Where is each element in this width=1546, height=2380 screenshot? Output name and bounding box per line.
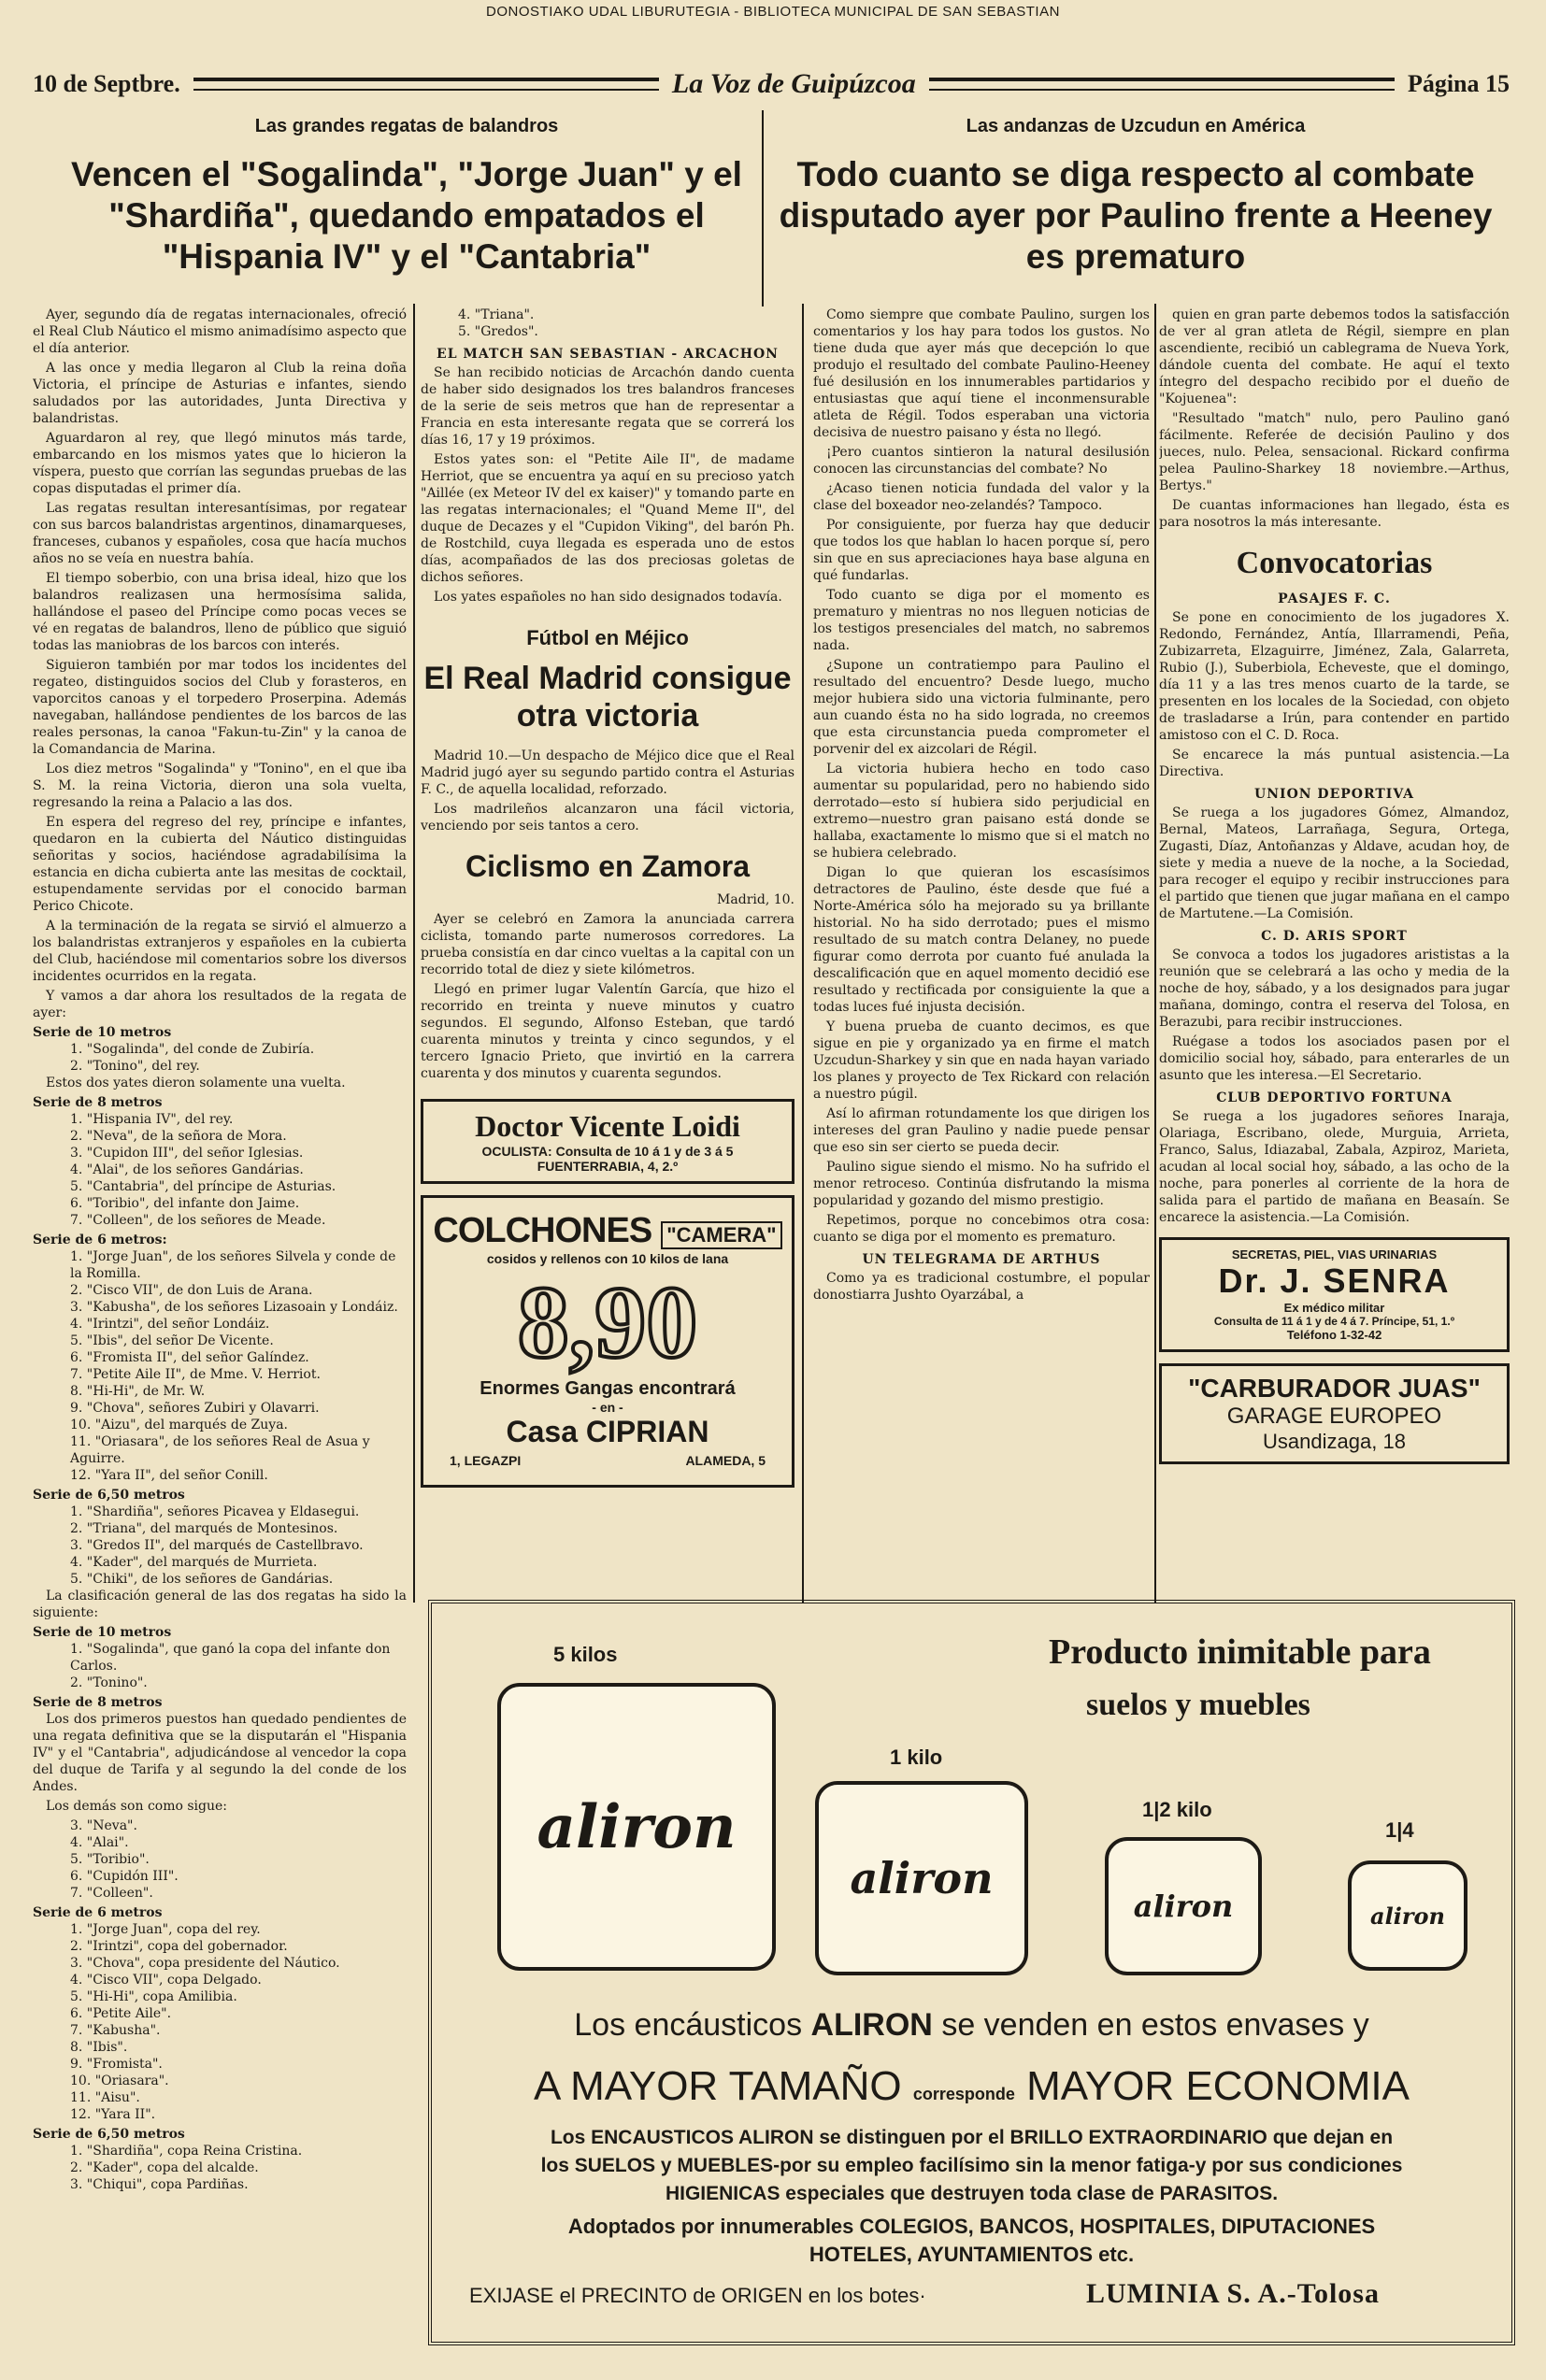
results-item: 5. "Chiki", de los señores de Gandárias. (70, 1572, 334, 1587)
aliron-header2: suelos y muebles (1086, 1688, 1310, 1722)
results-item: 5. "Cantabria", del príncipe de Asturias. (70, 1179, 336, 1194)
classification-item: 3. "Chiqui", copa Pardiñas. (70, 2177, 249, 2192)
results-series-title: Serie de 10 metros (33, 1025, 172, 1040)
regatas-paragraph: El tiempo soberbio, con una brisa ideal, hizo que los balandros realizasen una hermosísima salida, hallándose el paseo del Príncipe como pocas veces se vé en regatas de balandros, lleno de público que siguió todas las maniobras de los barcos con interés. (33, 571, 407, 653)
regatas-paragraph: Y vamos a dar ahora los resultados de la regata de ayer: (33, 989, 407, 1020)
aliron-line8: EXIJASE el PRECINTO de ORIGEN en los botes· (469, 2284, 926, 2307)
futbol-paragraph: Los madrileños alcanzaron una fácil victoria, venciendo por seis tantos a cero. (421, 802, 794, 834)
aliron-line1c: se venden en estos envases y (941, 2007, 1369, 2043)
results-item: 10. "Aizu", del marqués de Zuya. (70, 1418, 289, 1432)
uzcudun-paragraph: Por consiguiente, por fuerza hay que deducir que todos los que hablan lo hacen porque sí, pero sin que en sus apreciaciones haya base alguna en qué fundarlas. (813, 518, 1150, 583)
ad-carburador (1159, 1363, 1510, 1464)
classification-note2: Los demás son como sigue: (46, 1799, 228, 1814)
column-convocatorias (1159, 306, 1510, 1596)
left-section-title-wrap (33, 112, 780, 147)
ciclismo-headline: Ciclismo en Zamora (465, 849, 751, 883)
ad-colchones-address2: ALAMEDA, 5 (685, 1453, 766, 1468)
ciclismo-paragraph: Llegó en primer lugar Valentín García, que hizo el recorrido en treinta y nueve minutos y cuatro segundos. El segundo, Alfonso Esteban, que tardó cuarenta minutos y treinta y cinco segundos, y el tercero Ignacio Prieto, que invirtió en la carrera cuarenta y dos minutos y cuarenta segundos. (421, 982, 794, 1081)
aliron-weight-1: 1 kilo (890, 1746, 943, 1769)
telegrama-title: UN TELEGRAMA DE ARTHUS (862, 1252, 1101, 1267)
regatas-paragraph: En espera del regreso del rey, príncipe e infantes, quedaron en la cubierta del Náutico distinguidas señoritas y socios, haciéndose agradabilísima la estancia en dicha cubierta ante las mesitas de cocktail, estupendamente servidas por el conocido barman Perico Chicote. (33, 815, 407, 914)
ad-senra-line4: Teléfono 1-32-42 (1286, 1328, 1382, 1342)
classification-item: 4. "Alai". (70, 1835, 129, 1850)
uzcudun-paragraph: Y buena prueba de cuanto decimos, es que sigue en pie y organizado ya en firme el match Uzcudun-Sharkey y sin que en nada hayan variado los planes y proyecto de Tex Rickard con relación a nuestro púgil. (813, 1019, 1150, 1102)
aliron-line4: los SUELOS y MUEBLES-por su empleo facilísimo sin la menor fatiga-y por sus condiciones (540, 2155, 1403, 2176)
results-series-title: Serie de 6,50 metros (33, 1488, 185, 1503)
ad-aliron (428, 1600, 1515, 2345)
classification-item: 1. "Sogalinda", que ganó la copa del infante don Carlos. (70, 1642, 391, 1674)
uzcudun-paragraph-cont: quien en gran parte debemos todos la satisfacción de ver al gran atleta de Régil, siempre en plan ascendiente, recibió un cablegrama de Nueva York, dándole cuenta del combate. He aquí el texto íntegro del despacho recibido por el dueño de "Kojuenea": (1159, 307, 1510, 406)
futbol-paragraph: Madrid 10.—Un despacho de Méjico dice que el Real Madrid jugó ayer su segundo partido contra el Asturias F. C., de aquella localidad, reforzado. (421, 748, 794, 797)
masthead (33, 67, 1510, 101)
ad-colchones-address1: 1, LEGAZPI (450, 1453, 522, 1468)
results-item: 3. "Kabusha", de los señores Lizasoain y Londáiz. (70, 1300, 398, 1315)
regatas-paragraph: Siguieron también por mar todos los incidentes del regateo, distinguidos socios del Club y forasteros, en vaporcitos canoas y el torpedero Proserpina. Además navegaban, hallándose pendientes de los barcos de las reales personas, la canoa "Fakun-tu-Zin" y la canoa de la Comandancia de Marina. (33, 658, 407, 757)
uzcudun-paragraph-cont: "Resultado "match" nulo, pero Paulino ganó fácilmente. Referée de decisión Paulino y dos jueces, nulo. Pelea, sensacional. Rickard confirma pelea Paulino-Sharkey 18 noviembre.—Arthus, Bertys." (1159, 411, 1510, 493)
masthead-date: 10 de Septbre. (33, 70, 180, 97)
arcachon-title: EL MATCH SAN SEBASTIAN - ARCACHON (437, 347, 779, 362)
arcachon-paragraph: Se han recibido noticias de Arcachón dando cuenta de haber sido designados los tres balandros franceses de la serie de seis metros que han de representar a Francia en esta interesante regata que se correrá los días 16, 17 y 19 próximos. (421, 365, 794, 448)
ad-doctor-line1: OCULISTA: Consulta de 10 á 1 y de 3 á 5 (481, 1144, 734, 1159)
convocatoria-text: Se pone en conocimiento de los jugadores X. Redondo, Fernández, Antía, Illarramendi, Peña, Zubizarreta, Elzaguirre, Jiménez, Zala, Galarreta, Rubio (J.), Suberbiola, Echeveste, que el domingo, día 11 y a las tres menos cuarto de la tarde, se presenten en los locales de la Sociedad, con objeto de trasladarse a Irún, para contender en partido amistoso con el C. D. Roca. (1159, 610, 1510, 743)
results-item: 9. "Chova", señores Zubiri y Olavarri. (70, 1401, 320, 1416)
uzcudun-paragraph: ¿Acaso tienen noticia fundada del valor y la clase del boxeador neo-zelandés? Tampoco. (813, 481, 1150, 513)
aliron-line7: HOTELES, AYUNTAMIENTOS etc. (809, 2243, 1135, 2266)
results-item: 4. "Kader", del marqués de Murrieta. (70, 1555, 318, 1570)
uzcudun-headline: Todo cuanto se diga respecto al combate disputado ayer por Paulino frente a Heeney es prematuro (779, 155, 1493, 276)
aliron-can-half (1105, 1837, 1262, 1975)
column-regatas (33, 306, 407, 2362)
uzcudun-paragraph: Digan lo que quieran los escasísimos detractores de Paulino, éste desde que fué a Norte-América sólo ha mejorado su ya brillante historial. No ha sido derrotado; pues el mismo resultado de su match contra Delaney, no puede figurar como derrota por cuanto fué anulada la descalificación que en aquel momento decidió ese resultado y rectificada por consiguiente la que a todas luces fué injusta decisión. (813, 865, 1150, 1015)
results-item: 3. "Cupidon III", del señor Iglesias. (70, 1146, 304, 1161)
aliron-header1: Producto inimitable para (1049, 1632, 1431, 1672)
aliron-line2c: MAYOR ECONOMIA (1026, 2063, 1410, 2109)
aliron-maker: LUMINIA S. A.-Tolosa (1086, 2278, 1380, 2309)
classification-item: 2. "Tonino". (70, 1675, 148, 1690)
masthead-page: Página 15 (1407, 70, 1510, 97)
classification-note: Los dos primeros puestos han quedado pendientes de una regata definitiva que se la disputarán el "Hispania IV" y el "Cantabria", adjudicándose al vencedor la copa del duque de Tarifa y al segundo la del conde de los Andes. (33, 1712, 407, 1794)
results-item: 2. "Triana", del marqués de Montesinos. (70, 1521, 338, 1536)
uzcudun-paragraph: La victoria hubiera hecho en todo caso aumentar su popularidad, pero no habiendo sido derrotado—esto sí hubiera sido perjudicial en extremo—nuestro gran paisano está donde se hallaba, exactamente lo mismo que si el match no se hubiera celebrado. (813, 762, 1150, 861)
convocatoria-title: PASAJES F. C. (1278, 591, 1391, 606)
classification-series-title: Serie de 8 metros (33, 1695, 163, 1710)
classification-item: 4. "Cisco VII", copa Delgado. (70, 1973, 262, 1988)
ad-carburador-address: Usandizaga, 18 (1263, 1430, 1406, 1453)
uzcudun-paragraph: ¡Pero cuantos sintieron la natural desilusión conocen las circunstancias del combate? No (813, 445, 1150, 477)
classification-series-title: Serie de 10 metros (33, 1625, 172, 1640)
results-item: 1. "Jorge Juan", de los señores Silvela y conde de la Romilla. (70, 1249, 396, 1281)
results-item: 7. "Colleen", de los señores de Meade. (70, 1213, 326, 1228)
classification-item: 6. "Petite Aile". (70, 2006, 172, 2021)
aliron-line2b: corresponde (912, 2085, 1015, 2103)
aliron-can-1kg (815, 1781, 1028, 1975)
uzcudun-paragraph: Así lo afirman rotundamente los que dirigen los intereses del gran Paulino y nadie puede pensar que eso sin ser cierto se pueda decir. (813, 1106, 1150, 1155)
classification-item: 12. "Yara II". (70, 2107, 156, 2122)
convocatoria-text: Se convoca a todos los jugadores arististas a la reunión que se celebrará a las ocho y media de la noche de hoy, sábado, y a los designados para jugar mañana, domingo, contra el reserva del Tolosa, en Berazubi, para recibir instrucciones. (1159, 948, 1510, 1030)
ad-colchones-title: COLCHONES (433, 1211, 652, 1250)
results-item-cont: 4. "Triana". (458, 307, 535, 322)
aliron-can-quarter (1348, 1860, 1467, 1971)
convocatoria-text2: Ruégase a todos los asociados pasen por el domicilio social hoy, sábado, para enterarles de un asunto que les interesa.—El Secretario. (1159, 1034, 1510, 1083)
aliron-line5: HIGIENICAS especiales que destruyen toda clase de PARASITOS. (665, 2183, 1279, 2204)
ad-senra-line2: Ex médico militar (1283, 1301, 1385, 1315)
ciclismo-date: Madrid, 10. (717, 892, 794, 907)
futbol-headline: El Real Madrid consigue otra victoria (423, 661, 792, 734)
aliron-weight-half: 1|2 kilo (1142, 1798, 1212, 1821)
convocatoria-title: C. D. ARIS SPORT (1261, 929, 1408, 944)
classification-item: 5. "Hi-Hi", copa Amilibia. (70, 1989, 237, 2004)
masthead-title: La Voz de Guipúzcoa (671, 68, 916, 99)
results-item: 2. "Neva", de la señora de Mora. (70, 1129, 287, 1144)
classification-item: 11. "Aisu". (70, 2090, 140, 2105)
classification-item: 1. "Shardiña", copa Reina Cristina. (70, 2144, 303, 2159)
classification-item: 3. "Neva". (70, 1818, 137, 1833)
aliron-line1a: Los encáusticos (574, 2007, 803, 2043)
ad-colchones-gangas: Enormes Gangas encontrará (480, 1378, 736, 1399)
classification-intro: La clasificación general de las dos regatas ha sido la siguiente: (33, 1589, 407, 1620)
classification-item: 9. "Fromista". (70, 2057, 163, 2072)
ad-doctor-line2: FUENTERRABIA, 4, 2.º (537, 1159, 679, 1174)
rule-c1-c2 (413, 304, 415, 1603)
convocatoria-text2: Se encarece la más puntual asistencia.—La Directiva. (1159, 748, 1510, 779)
results-item: 6. "Toribio", del infante don Jaime. (70, 1196, 300, 1211)
classification-item: 3. "Chova", copa presidente del Náutico. (70, 1956, 340, 1971)
results-item: 3. "Gredos II", del marqués de Castellbravo. (70, 1538, 364, 1553)
results-series-title: Serie de 6 metros: (33, 1233, 167, 1247)
library-header: DONOSTIAKO UDAL LIBURUTEGIA - BIBLIOTECA MUNICIPAL DE SAN SEBASTIAN (486, 4, 1060, 20)
aliron-can-1kg-brand: aliron (850, 1853, 994, 1903)
ad-senra (1159, 1237, 1510, 1352)
right-section-title: Las andanzas de Uzcudun en América (966, 116, 1306, 136)
results-note: Estos dos yates dieron solamente una vuelta. (46, 1076, 346, 1090)
convocatoria-text: Se ruega a los jugadores señores Inaraja, Olariaga, Escribano, olede, Murguia, Arrieta, Franco, Salus, Idiazabal, Zabala, Azpiroz, Marieta, acudan al local social hoy, sábado, a las ocho de la noche, para ponerles al corriente de la hora de salida para el partido de mañana en Beasaín. Se encarece la asistencia.—La Comisión. (1159, 1109, 1510, 1225)
classification-item: 2. "Kader", copa del alcalde. (70, 2160, 259, 2175)
uzcudun-paragraph: Paulino sigue siendo el mismo. No ha sufrido el menor retroceso. Continúa disfrutando la misma popularidad y gozando del mismo prestigio. (813, 1160, 1150, 1208)
results-item-cont: 5. "Gredos". (458, 324, 538, 339)
results-item: 8. "Hi-Hi", de Mr. W. (70, 1384, 206, 1399)
column-uzcudun (813, 306, 1150, 1596)
ad-senra-line1: SECRETAS, PIEL, VIAS URINARIAS (1231, 1247, 1438, 1261)
center-rule-top (762, 110, 764, 306)
uzcudun-paragraph-cont: De cuantas informaciones han llegado, ésta es para nosotros la más interesante. (1159, 498, 1510, 530)
regatas-headline: Vencen el "Sogalinda", "Jorge Juan" y el "Shardiña", quedando empatados el "Hispania IV" y el "Cantabria" (71, 155, 742, 276)
ad-colchones-shop: Casa CIPRIAN (506, 1415, 709, 1448)
results-item: 1. "Sogalinda", del conde de Zubiría. (70, 1042, 315, 1057)
rule-c3-c4 (1154, 304, 1156, 1603)
aliron-line1b: ALIRON (810, 2007, 933, 2043)
classification-item: 10. "Oriasara". (70, 2074, 169, 2088)
classification-item: 7. "Colleen". (70, 1886, 153, 1901)
aliron-can-5kg (497, 1683, 776, 1971)
classification-item: 8. "Ibis". (70, 2040, 128, 2055)
arcachon-paragraph: Los yates españoles no han sido designados todavía. (434, 590, 782, 605)
column-middle (421, 306, 794, 1596)
left-section-title: Las grandes regatas de balandros (254, 116, 559, 136)
convocatoria-text: Se ruega a los jugadores Gómez, Almandoz, Bernal, Mateos, Larrañaga, Segura, Ortega, Zugasti, Díaz, Antoñanzas y Aldave, acudan hoy, de siete y media a nueve de la noche, a la Sociedad, para recoger el equipo y recibir instrucciones para el partido que tienen que jugar mañana en el campo de Martutene.—La Comisión. (1159, 805, 1510, 921)
regatas-paragraph: A las once y media llegaron al Club la reina doña Victoria, el príncipe de Asturias e infantes, siendo saludados por las autoridades, Junta Directiva y balandristas. (33, 361, 407, 426)
ad-colchones-brand: "CAMERA" (661, 1221, 781, 1249)
results-item: 2. "Tonino", del rey. (70, 1059, 200, 1074)
classification-item: 2. "Irintzi", copa del gobernador. (70, 1939, 288, 1954)
classification-item: 1. "Jorge Juan", copa del rey. (70, 1922, 261, 1937)
aliron-weight-quarter: 1|4 (1385, 1818, 1414, 1842)
aliron-line1 (432, 2007, 1511, 2044)
results-item: 7. "Petite Aile II", de Mme. V. Herriot. (70, 1367, 321, 1382)
telegrama-para: Como ya es tradicional costumbre, el popular donostiarra Jushto Oyarzábal, a (813, 1271, 1150, 1303)
uzcudun-paragraph: Repetimos, porque no concebimos otra cosa: cuanto se diga por el momento es prematuro. (813, 1213, 1150, 1245)
regatas-paragraph: Las regatas resultan interesantísimas, por regatear con sus barcos balandristas argentinos, dinamarqueses, franceses, cubanos y españoles, cosa que hacía muchos años no se veía en nuestra bahía. (33, 501, 407, 566)
regatas-paragraph: A la terminación de la regata se sirvió el almuerzo a los balandristas extranjeros y españoles en la cubierta del Club, haciéndose mil comentarios sobre los diversos incidentes ocurridos en la regata. (33, 919, 407, 984)
results-item: 2. "Cisco VII", de don Luis de Arana. (70, 1283, 313, 1298)
arcachon-paragraph: Estos yates son: el "Petite Aile II", de madame Herriot, que se encuentra ya aquí en su precioso yatch "Aillée (ex Meteor IV del ex kaiser)" y tomando parte en las regatas internacionales; el "Quand Meme II", del duque de Decazes y el "Cupidon Viking", del barón Ph. de Rostchild, cuya llegada es esperada uno de estos días, acompañados de las dos preciosas goletas de dichos señores. (421, 452, 794, 585)
results-item: 5. "Ibis", del señor De Vicente. (70, 1333, 274, 1348)
aliron-can-5kg-brand: aliron (537, 1791, 737, 1862)
classification-item: 7. "Kabusha". (70, 2023, 161, 2038)
uzcudun-paragraph: Como siempre que combate Paulino, surgen los comentarios y los hay para todos los gustos. No tiene duda que ayer más que decepción lo que produjo el resultado del combate Paulino-Heeney fué desilusión en los innumerables partidarios y entusiastas que aquí tiene el inconmensurable atleta de Régil. Todos esperaban una victoria decisiva de nuestro paisano y ésta no llegó. (813, 307, 1150, 440)
ciclismo-paragraph: Ayer se celebró en Zamora la anunciada carrera ciclista, tomando parte numerosos corredores. La prueba consistía en dar cinco vueltas a la capital con un recorrido total de diez y siete kilómetros. (421, 912, 794, 977)
results-series-title: Serie de 8 metros (33, 1095, 163, 1110)
ad-senra-line3: Consulta de 11 á 1 y de 4 á 7. Príncipe, 51, 1.º (1213, 1315, 1455, 1328)
ad-carburador-title: "CARBURADOR JUAS" (1188, 1374, 1481, 1403)
aliron-weight-5: 5 kilos (553, 1643, 618, 1666)
convocatoria-title: CLUB DEPORTIVO FORTUNA (1216, 1090, 1453, 1105)
results-item: 4. "Irintzi", del señor Londáiz. (70, 1317, 270, 1332)
classification-item: 5. "Toribio". (70, 1852, 150, 1867)
results-item: 6. "Fromista II", del señor Galíndez. (70, 1350, 309, 1365)
ad-doctor-loidi (421, 1099, 794, 1184)
regatas-paragraph: Aguardaron al rey, que llegó minutos más tarde, embarcando en los mismos yates que lo hicieron la víspera, puesto que corrían las segundas pruebas de las copas disputadas el primer día. (33, 431, 407, 496)
ad-doctor-name: Doctor Vicente Loidi (475, 1109, 740, 1143)
masthead-rule-right (929, 78, 1395, 91)
results-item: 11. "Oriasara", de los señores Real de Asua y Aguirre. (70, 1434, 370, 1466)
futbol-section: Fútbol en Méjico (526, 626, 689, 649)
convocatorias-title: Convocatorias (1236, 546, 1433, 580)
masthead-rule-left (193, 78, 659, 91)
classification-series-title: Serie de 6 metros (33, 1905, 163, 1920)
ad-senra-name: Dr. J. SENRA (1218, 1261, 1451, 1300)
results-item: 1. "Hispania IV", del rey. (70, 1112, 234, 1127)
uzcudun-paragraph: Todo cuanto se diga por el momento es prematuro y mientras no nos lleguen noticias de los testigos presenciales del match, no sabremos nada. (813, 588, 1150, 653)
ad-colchones-price: 8,90 (517, 1265, 698, 1379)
regatas-paragraph: Ayer, segundo día de regatas internacionales, ofreció el Real Club Náutico el mismo animadísimo aspecto que el día anterior. (33, 307, 407, 356)
aliron-line6: Adoptados por innumerables COLEGIOS, BANCOS, HOSPITALES, DIPUTACIONES (567, 2215, 1376, 2238)
aliron-can-half-brand: aliron (1133, 1888, 1234, 1924)
right-section-title-wrap (762, 112, 1510, 147)
ad-colchones-en: - en - (592, 1400, 623, 1415)
ad-carburador-garage: GARAGE EUROPEO (1226, 1404, 1442, 1429)
aliron-line2 (432, 2063, 1511, 2110)
convocatoria-title: UNION DEPORTIVA (1254, 787, 1414, 802)
results-item: 4. "Alai", de los señores Gandárias. (70, 1162, 304, 1177)
results-item: 1. "Shardiña", señores Picavea y Eldasegui. (70, 1504, 360, 1519)
results-item: 12. "Yara II", del señor Conill. (70, 1468, 268, 1483)
aliron-line2a: A MAYOR TAMAÑO (533, 2063, 902, 2109)
ad-colchones (421, 1195, 794, 1488)
regatas-paragraph: Los diez metros "Sogalinda" y "Tonino", en el que iba S. M. la reina Victoria, dieron una sola vuelta, regresando la reina a Palacio a las dos. (33, 762, 407, 810)
aliron-line3: Los ENCAUSTICOS ALIRON se distinguen por el BRILLO EXTRAORDINARIO que dejan en (550, 2127, 1394, 2148)
classification-item: 6. "Cupidón III". (70, 1869, 179, 1884)
classification-series-title: Serie de 6,50 metros (33, 2127, 185, 2142)
ad-colchones-line: cosidos y rellenos con 10 kilos de lana (486, 1251, 729, 1266)
rule-c2-c3 (802, 304, 804, 1603)
aliron-can-quarter-brand: aliron (1370, 1902, 1445, 1930)
uzcudun-paragraph: ¿Supone un contratiempo para Paulino el resultado del encuentro? Desde luego, mucho mejor hubiera sido una victoria fulminante, pero aun cuando ésta no ha sido lograda, no creemos que esta circunstancia pueda comprometer el porvenir del ex aizcolari de Régil. (813, 658, 1150, 757)
